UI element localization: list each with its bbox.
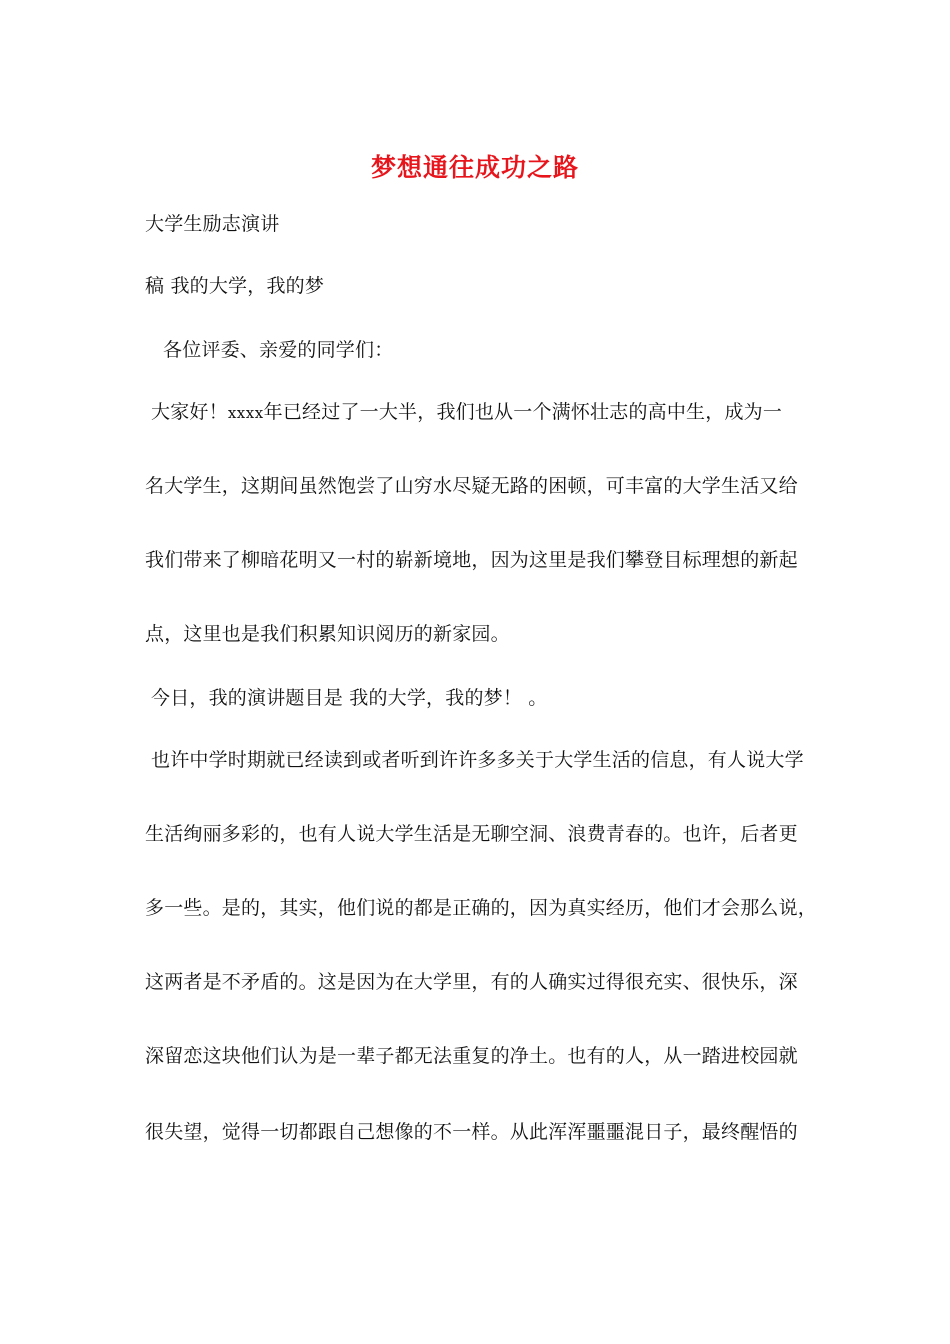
salutation: 各位评委、亲爱的同学们： — [163, 339, 394, 361]
greeting-text: 大家好！ — [151, 401, 228, 423]
year-placeholder: xxxx — [227, 404, 264, 422]
paragraph-1-line-3: 我们带来了柳暗花明又一村的崭新境地，因为这里是我们攀登目标理想的新起 — [145, 549, 798, 571]
document-title: 梦想通往成功之路 — [370, 153, 579, 182]
paragraph-2: 今日，我的演讲题目是 我的大学，我的梦！ 。 — [151, 687, 548, 709]
subtitle-line-2: 稿 我的大学，我的梦 — [145, 275, 325, 297]
paragraph-1-line-1-rest: 年已经过了一大半，我们也从一个满怀壮志的高中生，成为一 — [263, 401, 783, 423]
paragraph-3-line-5: 深留恋这块他们认为是一辈子都无法重复的净土。也有的人，从一踏进校园就 — [145, 1045, 798, 1067]
paragraph-1-line-1 — [151, 398, 782, 427]
paragraph-1-line-2: 名大学生，这期间虽然饱尝了山穷水尽疑无路的困顿，可丰富的大学生活又给 — [145, 475, 798, 497]
subtitle-line-1: 大学生励志演讲 — [145, 213, 280, 235]
paragraph-3-line-6: 很失望，觉得一切都跟自己想像的不一样。从此浑浑噩噩混日子，最终醒悟的 — [145, 1121, 798, 1143]
paragraph-1-line-4: 点，这里也是我们积累知识阅历的新家园。 — [145, 623, 510, 645]
paragraph-3-line-3: 多一些。是的，其实，他们说的都是正确的，因为真实经历，他们才会那么说， — [145, 897, 818, 919]
paragraph-3-line-1: 也许中学时期就已经读到或者听到许许多多关于大学生活的信息，有人说大学 — [151, 749, 804, 771]
paragraph-3-line-4: 这两者是不矛盾的。这是因为在大学里，有的人确实过得很充实、很快乐，深 — [145, 971, 798, 993]
paragraph-3-line-2: 生活绚丽多彩的，也有人说大学生活是无聊空洞、浪费青春的。也许，后者更 — [145, 823, 798, 845]
